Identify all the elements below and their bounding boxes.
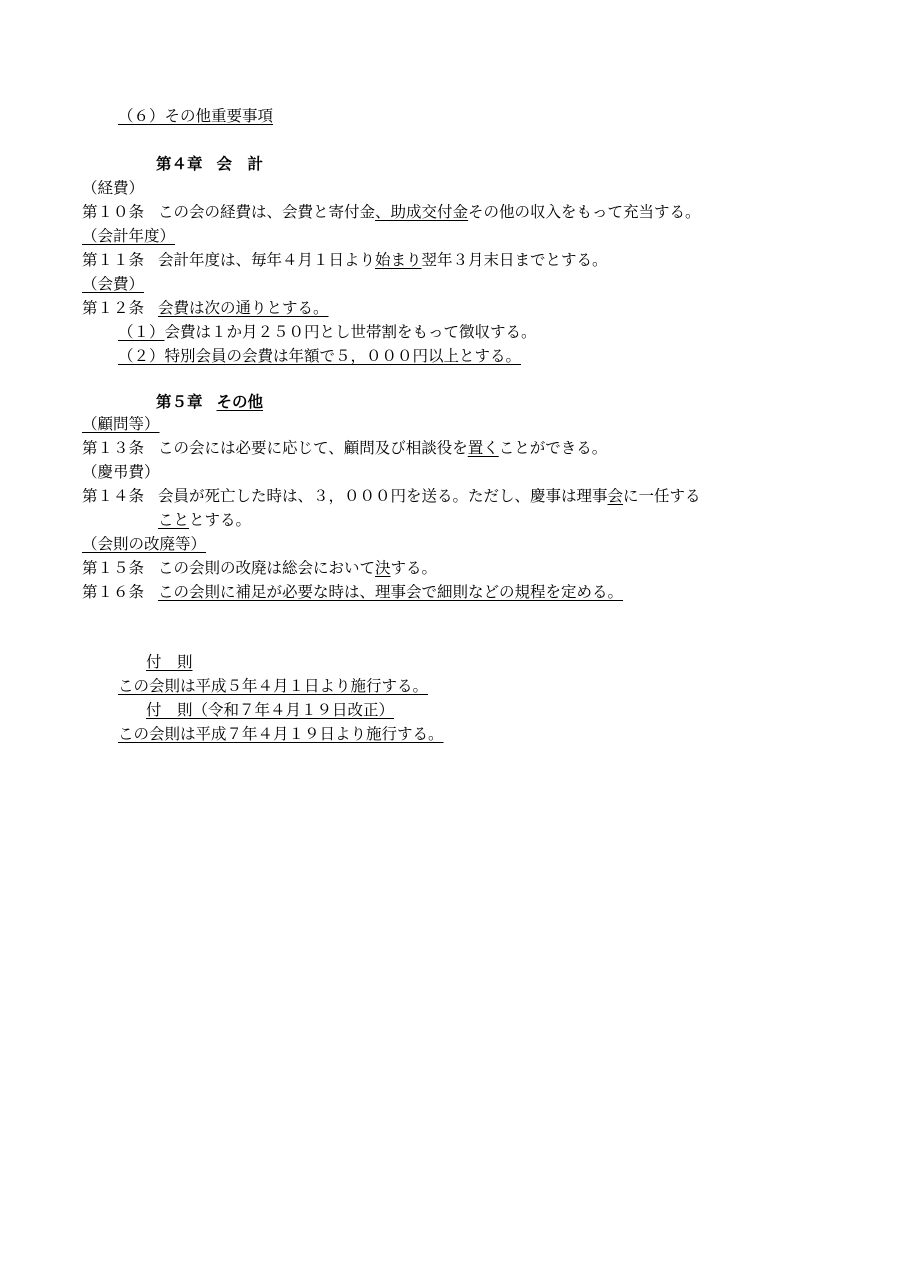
- article-11-amended: 始まり: [375, 251, 422, 269]
- article-12-heading: [82, 274, 144, 294]
- supplementary-1-text: [118, 676, 428, 696]
- article-12-number: 第１２条: [82, 299, 145, 317]
- article-10-number: 第１０条: [82, 203, 145, 221]
- article-14-number: 第１４条: [82, 487, 145, 505]
- article-16-text: この会則に補足が必要な時は、理事会で細則などの規程を定める。: [158, 583, 624, 601]
- article-11-text: 会計年度は、毎年４月１日より: [158, 251, 376, 269]
- article-14-heading: （慶弔費）: [82, 463, 160, 481]
- article-13-text: この会には必要に応じて、顧問及び相談役を: [158, 439, 468, 457]
- article-14-text-end: とする。: [189, 511, 252, 529]
- article-14-amended: 会: [607, 487, 624, 505]
- article-13-number: 第１３条: [82, 439, 145, 457]
- supplementary-1-title-text: 付 則: [146, 653, 193, 671]
- article-13-text-end: ことができる。: [498, 439, 608, 457]
- chapter-4-number: 第４章: [156, 155, 203, 173]
- article-12: [82, 298, 329, 318]
- chapter-4-title: 会 計: [216, 155, 264, 173]
- article-14-text-mid: に一任する: [623, 487, 701, 505]
- article-12-text: 会費は次の通りとする。: [158, 299, 329, 317]
- article-12-item-1-text: 会費は１か月２５０円とし世帯割をもって徴収する。: [164, 323, 537, 341]
- article-15-heading: [82, 534, 206, 554]
- chapter-4-heading: [156, 154, 263, 174]
- article-15: [82, 558, 437, 578]
- article-15-number: 第１５条: [82, 559, 145, 577]
- article-10-text: この会の経費は、会費と寄付金: [158, 203, 376, 221]
- article-16-number: 第１６条: [82, 583, 145, 601]
- supplementary-2-text: [118, 724, 444, 744]
- article-12-item-1-number: （１）: [118, 323, 165, 341]
- article-11-text-end: 翌年３月末日までとする。: [421, 251, 608, 269]
- article-13: [82, 438, 607, 458]
- article-15-text-end: する。: [390, 559, 438, 577]
- article-15-text: この会則の改廃は総会において: [158, 559, 376, 577]
- article-12-heading-text: （会費）: [82, 275, 145, 293]
- chapter-5-title: その他: [216, 393, 264, 411]
- item-6-label: （６）その他重要事項: [118, 107, 274, 125]
- article-12-item-2: [118, 346, 521, 366]
- article-12-item-2-text: （２）特別会員の会費は年額で５，０００円以上とする。: [118, 347, 522, 365]
- chapter-5-number: 第５章: [156, 393, 203, 411]
- article-14-continued: [158, 510, 251, 530]
- supplementary-1-title: [146, 652, 193, 672]
- article-10-amended: 、助成交付金: [375, 203, 469, 221]
- article-11-heading: [82, 226, 175, 246]
- article-14-text: 会員が死亡した時は、３，０００円を送る。ただし、慶事は理事: [158, 487, 608, 505]
- article-12-item-1: [118, 322, 537, 342]
- article-13-heading: [82, 414, 160, 434]
- chapter-5-heading: [156, 392, 263, 412]
- article-15-heading-text: （会則の改廃等）: [82, 535, 207, 553]
- article-10-heading: （経費）: [82, 179, 145, 197]
- article-15-amended: 決: [375, 559, 391, 577]
- article-13-heading-text: （顧問等）: [82, 415, 160, 433]
- item-6: [118, 106, 273, 126]
- article-11: [82, 250, 608, 270]
- article-16: [82, 582, 623, 602]
- supplementary-2-body: この会則は平成７年４月１９日より施行する。: [118, 725, 444, 743]
- article-10: [82, 202, 701, 222]
- supplementary-2-title: [146, 700, 394, 720]
- supplementary-2-title-text: 付 則（令和７年４月１９日改正）: [146, 701, 395, 719]
- article-10-text-end: その他の収入をもって充当する。: [468, 203, 701, 221]
- article-11-number: 第１１条: [82, 251, 145, 269]
- supplementary-1-body: この会則は平成５年４月１日より施行する。: [118, 677, 429, 695]
- article-11-heading-text: （会計年度）: [82, 227, 176, 245]
- article-14: [82, 486, 701, 506]
- article-13-amended: 置く: [467, 439, 499, 457]
- article-14-amended-2: こと: [158, 511, 190, 529]
